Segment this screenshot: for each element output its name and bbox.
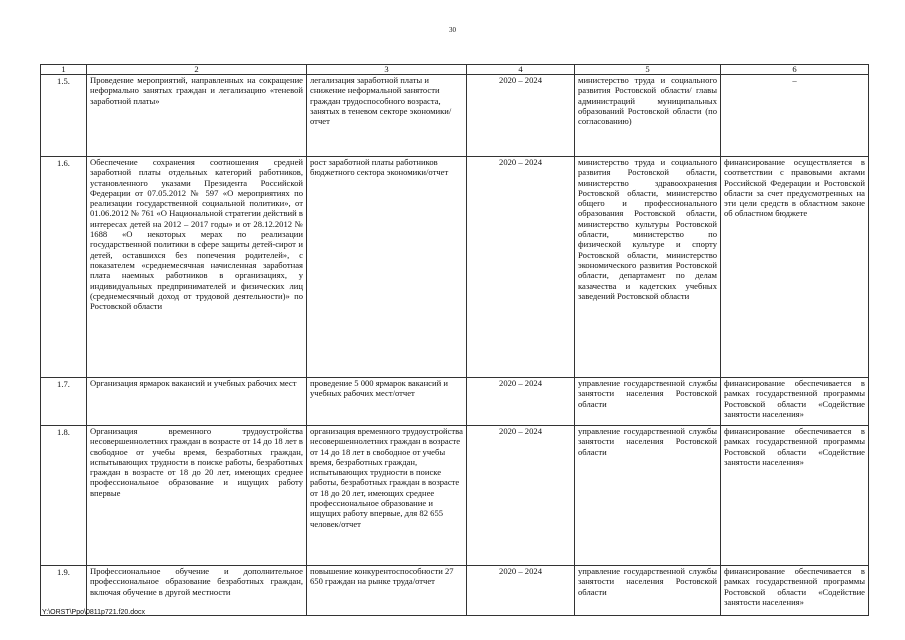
event-cell: Обеспечение сохранения соотношения средней заработной платы отдельных категорий работников, установленного указами Президента Российской Федерации от 07.05.2012 № 597 «О мероприятиях по реализации государственной социальной политики», от 01.06.2012 № 761 «О Национальной стратегии действий в интересах детей на 2012 – 2017 годы» и от 28.12.2012 № 1688 «О некоторых мерах по реализации государственной политики в сфере защиты детей-сирот и детей, оставшихся без попечения родителей», с показателем «среднемесячная начисленная заработная плата наемных работников в организациях, у индивидуальных предпринимателей и физических лиц (среднемесячный доход от трудовой деятельности)» по Ростовской области	[87, 157, 307, 378]
header-cell: 5	[575, 65, 721, 75]
period-cell: 2020 – 2024	[467, 426, 575, 566]
period-cell: 2020 – 2024	[467, 566, 575, 616]
table-row	[41, 426, 869, 566]
result-cell: проведение 5 000 ярмарок вакансий и учебных рабочих мест/отчет	[307, 378, 467, 426]
period-cell: 2020 – 2024	[467, 157, 575, 378]
header-cell: 4	[467, 65, 575, 75]
executor-cell: министерство труда и социального развития Ростовской области/ главы администраций муниципальных образований Ростовской области (по согласованию)	[575, 75, 721, 157]
header-row	[41, 65, 869, 75]
page-number: 30	[449, 26, 456, 34]
row-number: 1.8.	[41, 426, 87, 566]
result-cell: рост заработной платы работников бюджетного сектора экономики/отчет	[307, 157, 467, 378]
executor-cell: управление государственной службы занятости населения Ростовской области	[575, 378, 721, 426]
event-cell: Организация временного трудоустройства несовершеннолетних граждан в возрасте от 14 до 18 лет в свободное от учебы время, безработных граждан, испытывающих трудности в поиске работы, безработных граждан в возрасте от 18 до 20 лет, имеющих среднее профессиональное образование и ищущих работу впервые	[87, 426, 307, 566]
row-number: 1.7.	[41, 378, 87, 426]
event-cell: Организация ярмарок вакансий и учебных рабочих мест	[87, 378, 307, 426]
row-number: 1.5.	[41, 75, 87, 157]
financing-cell: финансирование осуществляется в соответствии с правовыми актами Российской Федерации и Ростовской области за счет предусмотренных на эти цели средств в областном законе об областном бюджете	[721, 157, 869, 378]
result-cell: легализация заработной платы и снижение неформальной занятости граждан трудоспособного возраста, занятых в теневом секторе экономики/отчет	[307, 75, 467, 157]
row-number: 1.9.	[41, 566, 87, 616]
file-path-footer: Y:\ORST\Ppo\0811p721.f20.docx	[42, 609, 145, 616]
financing-cell: финансирование обеспечивается в рамках государственной программы Ростовской области «Содействие занятости населения»	[721, 566, 869, 616]
result-cell: организация временного трудоустройства несовершеннолетних граждан в возрасте от 14 до 18 лет в свободное от учебы время, безработных граждан, испытывающих трудности в поиске работы, безработных граждан в возрасте от 18 до 20 лет, имеющих среднее профессиональное образование и ищущих работу впервые, для 82 655 человек/отчет	[307, 426, 467, 566]
table-row	[41, 75, 869, 157]
executor-cell: управление государственной службы занятости населения Ростовской области	[575, 566, 721, 616]
header-cell: 2	[87, 65, 307, 75]
table-row	[41, 157, 869, 378]
event-cell: Проведение мероприятий, направленных на сокращение неформально занятых граждан и легализацию «теневой заработной платы»	[87, 75, 307, 157]
table-row	[41, 378, 869, 426]
row-number: 1.6.	[41, 157, 87, 378]
header-cell: 3	[307, 65, 467, 75]
header-cell: 6	[721, 65, 869, 75]
event-cell: Профессиональное обучение и дополнительное профессиональное образование безработных граждан, включая обучение в другой местности	[87, 566, 307, 616]
table-row	[41, 566, 869, 616]
period-cell: 2020 – 2024	[467, 378, 575, 426]
measures-table	[40, 64, 869, 616]
financing-cell: –	[721, 75, 869, 157]
result-cell: повышение конкурентоспособности 27 650 граждан на рынке труда/отчет	[307, 566, 467, 616]
financing-cell: финансирование обеспечивается в рамках государственной программы Ростовской области «Содействие занятости населения»	[721, 378, 869, 426]
executor-cell: управление государственной службы занятости населения Ростовской области	[575, 426, 721, 566]
financing-cell: финансирование обеспечивается в рамках государственной программы Ростовской области «Содействие занятости населения»	[721, 426, 869, 566]
period-cell: 2020 – 2024	[467, 75, 575, 157]
executor-cell: министерство труда и социального развития Ростовской области, министерство здравоохранения Ростовской области, министерство общего и профессионального образования Ростовской области, министерство культуры Ростовской области, министерство по физической культуре и спорту Ростовской области, министерство экономического развития Ростовской области, департамент по делам казачества и кадетских учебных заведений Ростовской области	[575, 157, 721, 378]
header-cell: 1	[41, 65, 87, 75]
